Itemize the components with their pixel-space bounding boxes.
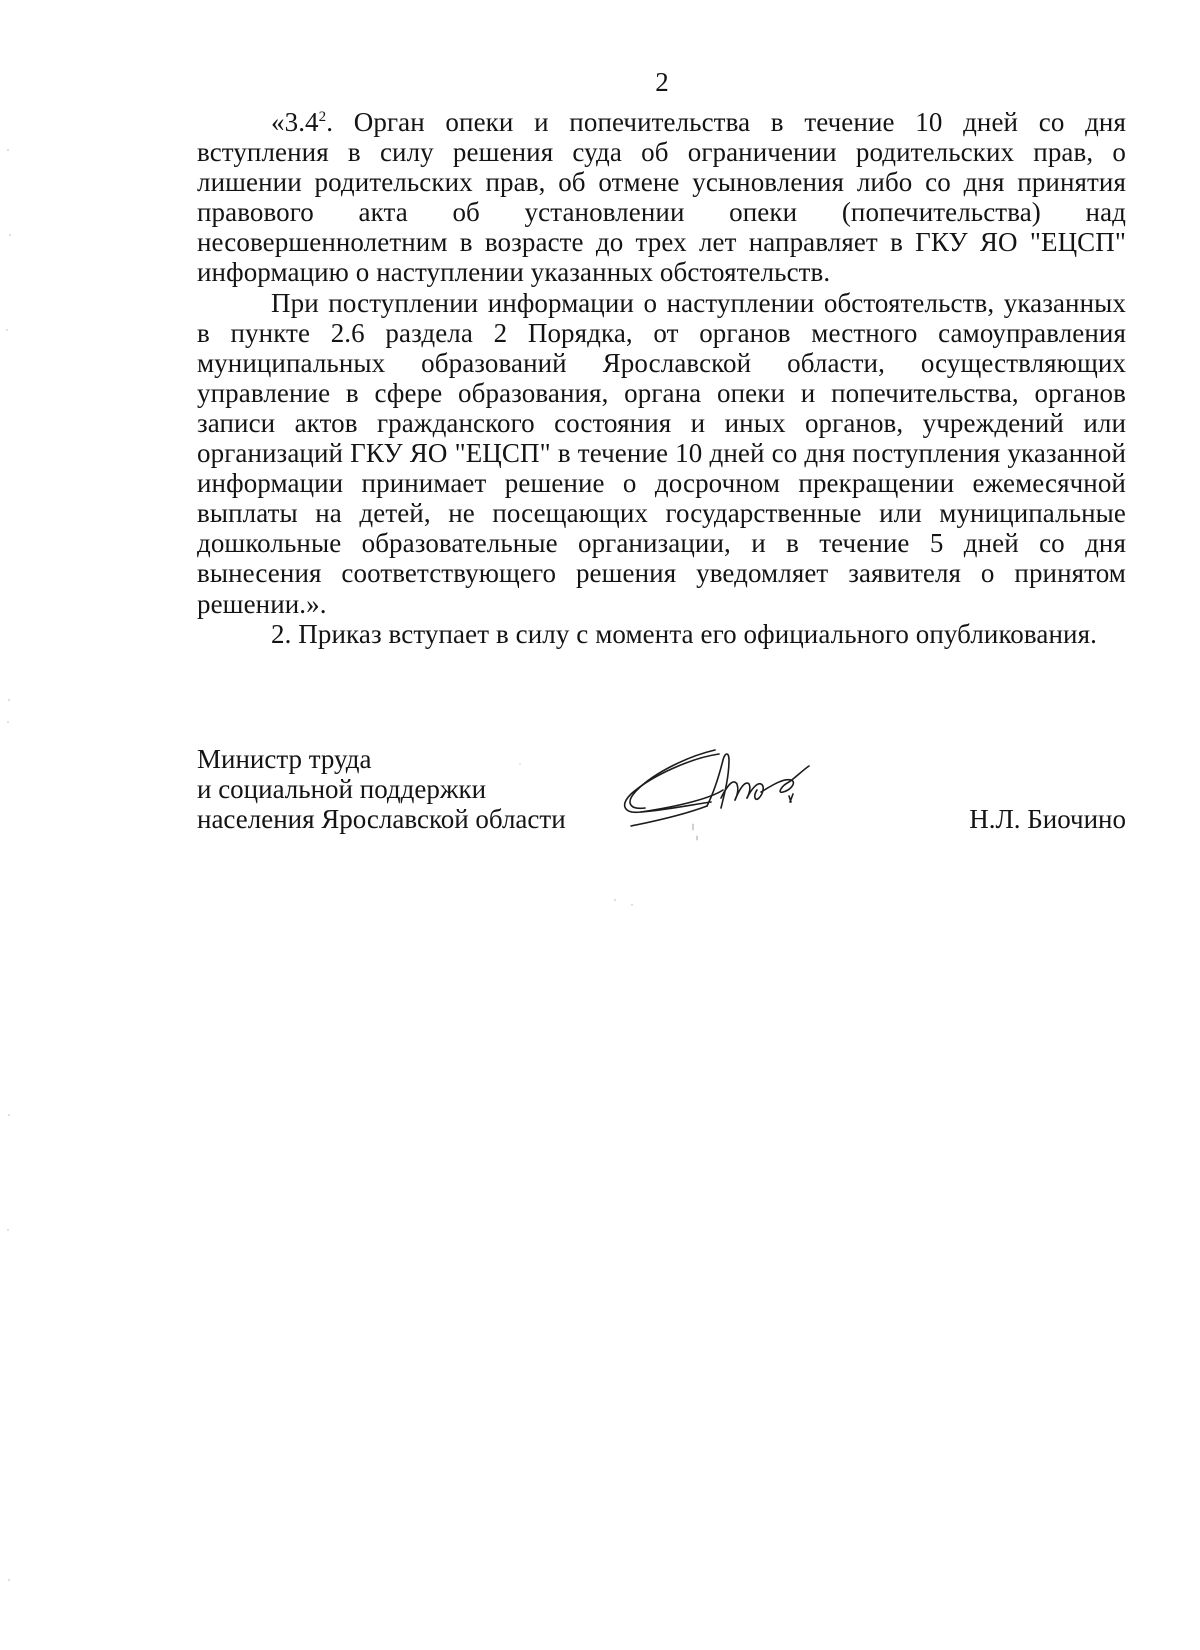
signature-block xyxy=(197,744,1126,864)
paragraph-3-4-2 xyxy=(197,107,1126,288)
document-body xyxy=(197,107,1126,649)
paragraph-order-effective: 2. Приказ вступает в силу с момента его официального опубликования. xyxy=(271,618,1097,649)
paragraph-lead: «3.4 xyxy=(271,107,319,137)
signer-name: Н.Л. Биочино xyxy=(969,804,1126,834)
signer-title-line: населения Ярославской области xyxy=(197,804,566,834)
superscript: 2 xyxy=(318,109,327,125)
paragraph-text: . Орган опеки и попечительства в течение 10 дней со дня вступления в силу решения суда об ограничении родительских прав, о лишении родительских прав, об отмене усыновления либо со дня принятия правового акта об установлении опеки (попечительства) над несовершеннолетним в возрасте до трех лет направляет в ГКУ ЯО "ЕЦСП" информацию о наступлении указанных обстоятельств. xyxy=(197,107,1126,288)
signer-title-line: и социальной поддержки xyxy=(197,774,487,804)
page-number: 2 xyxy=(655,67,669,97)
signer-title-line: Министр труда xyxy=(197,744,372,774)
signer-title xyxy=(197,744,566,834)
paragraph-early-termination: При поступлении информации о наступлении обстоятельств, указанных в пункте 2.6 раздела 2 Порядка, от органов местного самоуправления муниципальных образований Ярославской области, осуществляющих управление в сфере образования, органа опеки и попечительства, органов записи актов гражданского состояния и иных органов, учреждений или организаций ГКУ ЯО "ЕЦСП" в течение 10 дней со дня поступления указанной информации принимает решение о досрочном прекращении ежемесячной выплаты на детей, не посещающих государственные или муниципальные дошкольные образовательные организации, и в течение 5 дней со дня вынесения соответствующего решения уведомляет заявителя о принятом решении.». xyxy=(197,287,1126,619)
handwritten-signature xyxy=(611,736,841,846)
